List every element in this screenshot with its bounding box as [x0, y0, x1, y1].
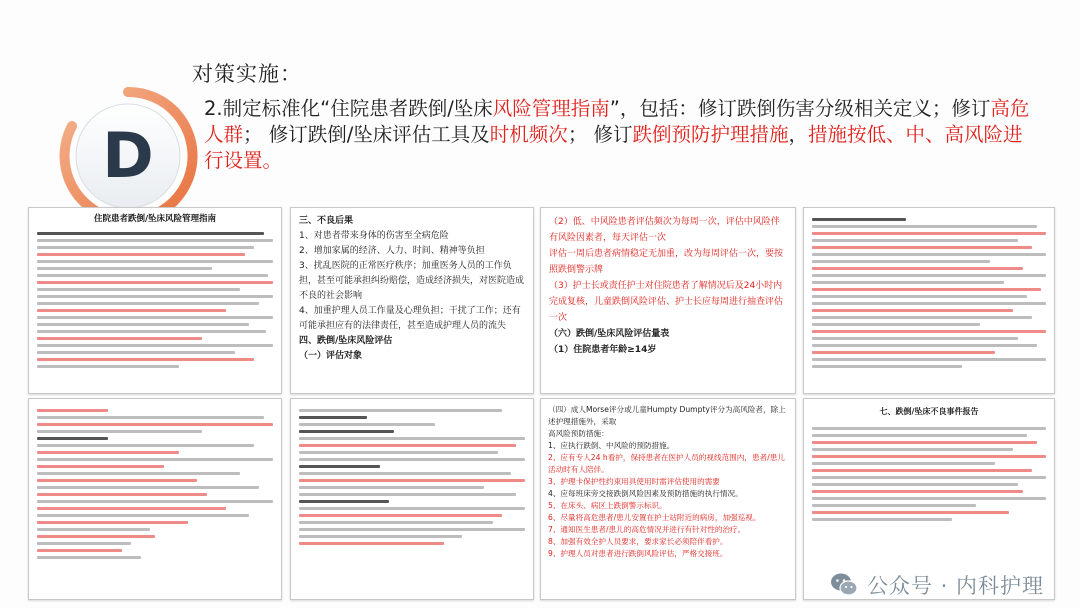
highlight-risk-guide: 风险管理指南: [492, 97, 610, 120]
doc-line: （3）护士长或责任护士对住院患者了解情况后及24小时内完成复核，儿童跌倒风险评估、护士长应每周进行抽查评估一次: [549, 281, 784, 323]
doc-line: 4、加重护理人员工作量及心理负担；干扰了工作；还有可能承担应有的法律责任，甚至造成护理人员的流失: [299, 306, 521, 331]
document-thumbnail: [290, 398, 534, 600]
doc-heading: 三、不良后果: [299, 216, 354, 226]
slide-heading: 对策实施：: [192, 62, 302, 86]
document-lines: [299, 405, 525, 549]
doc-line: 5、在床头、病区上跌倒警示标识。: [548, 501, 667, 510]
doc-line: 7、通知医生患者/患儿的高危情况并进行有针对性的治疗。: [548, 525, 746, 534]
slide-body-text: [204, 96, 1040, 174]
body-text-part: ，: [788, 123, 809, 146]
highlight-risk-levels: 措施按低、中、高风险进行设置。: [204, 123, 1023, 172]
doc-heading: （六）跌倒/坠床风险评估量表: [549, 329, 670, 339]
document-lines: [37, 405, 273, 563]
document-title: 住院患者跌倒/坠床风险管理指南: [93, 214, 217, 224]
doc-line: （四）成人Morse评分或儿童Humpty Dumpty评分为高风险者，除上述护理措施外，采取: [548, 405, 786, 426]
wechat-icon: [829, 570, 859, 600]
document-thumbnail: [540, 398, 796, 600]
doc-line: 2、增加家属的经济、人力、时间、精神等负担: [299, 246, 485, 256]
body-text-part: 2.制定标准化“住院患者跌倒/坠床: [204, 97, 493, 120]
highlight-prevention-measures: 跌倒预防护理措施: [632, 123, 789, 146]
badge-letter: D: [102, 119, 154, 192]
document-thumbnail: [290, 207, 534, 394]
doc-line: 高风险预防措施：: [548, 429, 609, 438]
document-thumbnail: [803, 207, 1055, 394]
doc-heading: （一）评估对象: [299, 351, 363, 361]
document-thumbnail: [28, 398, 282, 600]
highlight-high-risk-group: 高危人群: [204, 97, 1030, 146]
doc-line: 1、应执行跌倒、中风险的预防措施。: [548, 441, 675, 450]
doc-line: 4、应每班床旁交接跌倒风险因素及预防措施的执行情况。: [548, 489, 743, 498]
doc-line: 9、护理人员对患者进行跌倒风险评估，严格交接班。: [548, 549, 728, 558]
document-lines: [812, 214, 1046, 372]
doc-line: 6、尽量将高危患者/患儿安置在护士站附近的病房，加强巡视。: [548, 513, 761, 522]
highlight-timing-frequency: 时机频次: [489, 123, 568, 146]
doc-line: 3、护理卡保护性约束用具使用时需评估使用的需要: [548, 477, 720, 486]
doc-line: 3、扰乱医院的正常医疗秩序；加重医务人员的工作负担，甚至可能承担纠纷赔偿，造成经济损失，对医院造成不良的社会影响: [299, 261, 525, 301]
document-text: [291, 208, 533, 370]
document-thumbnail: [540, 207, 796, 394]
doc-line: 评估一周后患者病情稳定无加重，改为每周评估一次，要按照跌倒警示牌: [549, 249, 784, 275]
document-thumbnail: [28, 207, 282, 394]
body-text-part: ； 修订跌倒/坠床评估工具及: [243, 123, 490, 146]
document-text: [541, 208, 795, 364]
doc-heading: 四、跌倒/坠床风险评估: [299, 336, 393, 346]
body-text-part: ； 修订: [567, 123, 633, 146]
doc-line: 2、应有专人24 h看护，保持患者在医护人员的视线范围内，患者/患儿活动时有人陪伴。: [548, 453, 785, 474]
doc-line: （2）低、中风险患者评估频次为每周一次，评估中风险伴有风险因素者，每天评估一次: [549, 217, 780, 243]
watermark: [829, 570, 1044, 600]
doc-line: 1、对患者带来身体的伤害至全病危险: [299, 231, 449, 241]
document-lines: [812, 423, 1046, 525]
document-text: [541, 399, 795, 565]
letter-d-badge-icon: [58, 86, 198, 226]
watermark-text: 公众号 · 内科护理: [866, 574, 1044, 598]
doc-heading: 七、跌倒/坠床不良事件报告: [879, 407, 979, 416]
doc-heading: （1）住院患者年龄≥14岁: [549, 345, 657, 355]
body-text-part: ”，包括：修订跌倒伤害分级相关定义；修订: [609, 97, 991, 120]
document-lines: [37, 228, 273, 372]
doc-line: 8、加强有效全护人员要求，要求家长必须陪伴看护。: [548, 537, 728, 546]
